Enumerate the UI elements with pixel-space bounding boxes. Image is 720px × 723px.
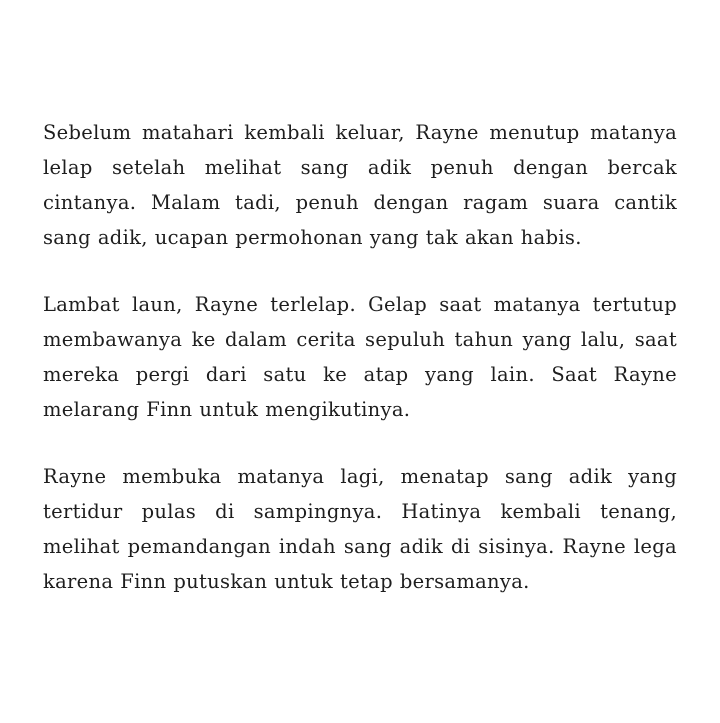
paragraph-1: Sebelum matahari kembali keluar, Rayne menutup matanya lelap setelah melihat sang adik penuh dengan bercak cintanya. Malam tadi, penuh dengan ragam suara cantik sang adik, ucapan permohonan yang tak akan habis. xyxy=(43,121,677,249)
story-page xyxy=(43,115,677,631)
paragraph-3: Rayne membuka matanya lagi, menatap sang adik yang tertidur pulas di sampingnya. Hatinya kembali tenang, melihat pemandangan indah sang adik di sisinya. Rayne lega karena Finn putuskan untuk tetap bersamanya. xyxy=(43,465,677,593)
paragraph-2: Lambat laun, Rayne terlelap. Gelap saat matanya tertutup membawanya ke dalam cerita sepuluh tahun yang lalu, saat mereka pergi dari satu ke atap yang lain. Saat Rayne melarang Finn untuk mengikutinya. xyxy=(43,293,677,421)
